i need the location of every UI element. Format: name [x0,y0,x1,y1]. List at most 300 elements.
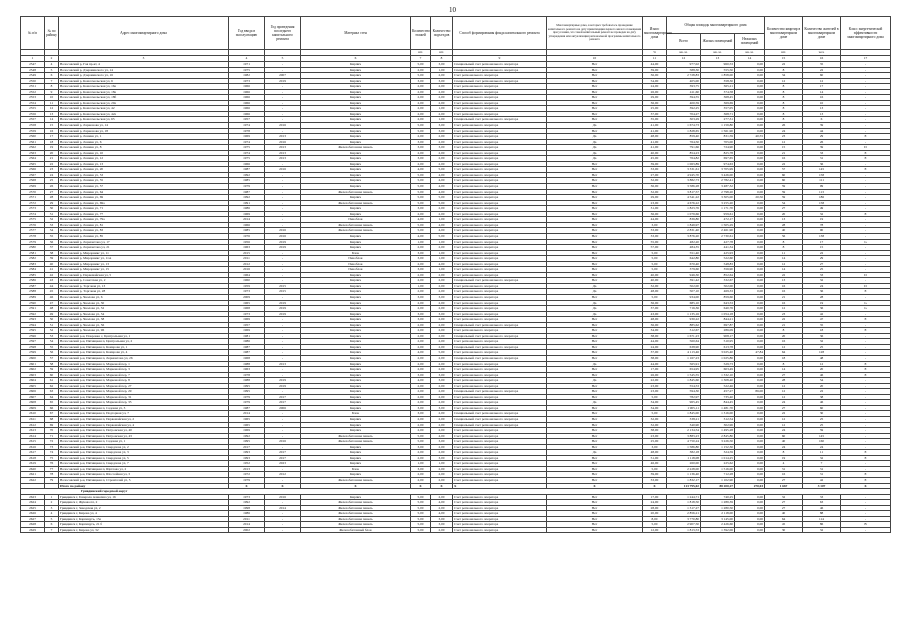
row-num-rayon: 46 [45,294,59,300]
row-num-rayon: 13 [45,111,59,117]
row-residents: 145 [803,433,841,439]
row-year-repair: - [265,444,301,450]
row-repair-needed: Нет [547,444,643,450]
row-floors: 2,00 [411,478,431,484]
row-residents: 78 [803,222,841,228]
row-entrances: 2,00 [431,527,453,533]
table-header [21,17,891,50]
row-area-nonliving: 0,00 [735,400,765,406]
row-fund-method: Счет регионального оператора [453,272,547,278]
row-area-total: 1 079,66 [667,211,701,217]
row-address: Волосовский р, Мирорникс ул, 13 [59,261,229,267]
row-repair-needed: Нет [547,228,643,234]
row-entrances: 3,00 [431,145,453,151]
row-emergency: 51,00 [643,455,667,461]
row-residents: 29 [803,134,841,140]
row-fund-method: Счет регионального оператора [453,84,547,90]
row-num-rayon: 25 [45,178,59,184]
row-energy-class: - [841,516,891,522]
row-apartments: 4 [765,461,803,467]
row-num-rayon: 10 [45,95,59,101]
row-year-repair: - [265,256,301,262]
row-floors: 2,00 [411,344,431,350]
row-year-repair: - [265,278,301,284]
row-area-living: 712,28 [701,472,735,478]
row-num: 2627 [21,516,45,522]
row-floors: 5,00 [411,73,431,79]
row-num: 2587 [21,283,45,289]
row-year-built: 1965 [229,300,265,306]
row-entrances: 1,00 [431,461,453,467]
row-num: 2570 [21,189,45,195]
row-area-living: 1 308,40 [701,378,735,384]
row-address: Волосовский р, Ленина ул, 71 [59,206,229,212]
row-repair-needed: Нет [547,367,643,373]
row-energy-class: Е [841,134,891,140]
row-floors: 5,00 [411,228,431,234]
row-area-nonliving: 0,00 [735,278,765,284]
row-year-repair: - [265,67,301,73]
row-emergency: 33,00 [643,228,667,234]
row-entrances: 2,00 [431,73,453,79]
row-address: Волосовский р-н, Пятницкая п, Комарова ул, 4 [59,350,229,356]
row-apartments: 24 [765,444,803,450]
row-emergency: 36,00 [643,211,667,217]
row-area-total: 382,18 [667,450,701,456]
row-residents: 18 [803,328,841,334]
row-area-living: 740,25 [701,494,735,500]
row-repair-needed: Нет [547,106,643,112]
row-energy-class: Е [841,289,891,295]
row-apartments: 30 [765,527,803,533]
row-apartments: 12 [765,422,803,428]
row-floors: 2,00 [411,89,431,95]
row-num-rayon: 3 [45,505,59,511]
row-emergency: 5,00 [643,250,667,256]
row-energy-class: - [841,339,891,345]
row-wall-material: Кирпич [301,67,411,73]
row-year-repair: - [265,106,301,112]
row-fund-method: Счет регионального оператора [453,317,547,323]
row-num-rayon: 65 [45,400,59,406]
row-repair-needed: Да [547,145,643,151]
row-emergency: 5,00 [643,256,667,262]
row-num-rayon: 78 [45,472,59,478]
row-residents: 128 [803,350,841,356]
row-area-living: 697,65 [701,156,735,162]
row-area-nonliving: 0,00 [735,328,765,334]
row-year-built: 1979 [229,184,265,190]
row-area-nonliving: 0,00 [735,211,765,217]
row-emergency: 32,00 [643,422,667,428]
row-energy-class: G [841,239,891,245]
row-area-living: 441,34 [701,245,735,251]
row-num-rayon: 2 [45,500,59,506]
row-area-nonliving: 0,00 [735,67,765,73]
row-num: 2568 [21,178,45,184]
row-floors: 3,00 [411,411,431,417]
row-address: Волосовский р, Ленина ул, 81 [59,222,229,228]
row-repair-needed: Нет [547,328,643,334]
row-repair-needed: Нет [547,333,643,339]
row-area-total: 4 750,24 [667,439,701,445]
row-wall-material: Кирпич [301,394,411,400]
row-area-total: 411,60 [667,89,701,95]
row-emergency: 41,00 [643,139,667,145]
row-year-repair: 2014 [265,505,301,511]
row-emergency: 48,00 [643,289,667,295]
row-residents: 99 [803,184,841,190]
row-residents: 86 [803,522,841,528]
row-year-built: X [229,483,265,489]
row-fund-method: Счет регионального оператора [453,256,547,262]
row-repair-needed: Да [547,300,643,306]
row-apartments: 16 [765,283,803,289]
row-num-rayon: 31 [45,211,59,217]
row-residents: 35 [803,322,841,328]
row-year-built: 1959 [229,283,265,289]
row-address: Гривдинск г, Кирова ул, 32 [59,527,229,533]
row-num-rayon: 23 [45,167,59,173]
row-residents: 20 [803,383,841,389]
row-fund-method: X [453,483,547,489]
row-wall-material: Кирпич [301,111,411,117]
row-emergency: 5,00 [643,466,667,472]
row-area-living: 844,45 [701,400,735,406]
row-num: 2588 [21,289,45,295]
row-energy-class: D [841,145,891,151]
row-num: 2566 [21,167,45,173]
row-fund-method: Счет регионального оператора [453,311,547,317]
row-area-total: 3 883,23 [667,433,701,439]
row-residents: 12 [803,361,841,367]
row-energy-class: - [841,422,891,428]
row-year-repair: 2019 [265,239,301,245]
row-wall-material: Блок [301,466,411,472]
row-area-nonliving: 0,00 [735,172,765,178]
row-wall-material: Кирпич [301,417,411,423]
row-num-rayon: 64 [45,394,59,400]
row-area-living: 1 152,30 [701,444,735,450]
row-area-total: 379,60 [667,267,701,273]
row-fund-method: Счет регионального оператора [453,245,547,251]
row-area-total: 260,00 [667,461,701,467]
row-year-built: 1988 [229,361,265,367]
row-num-rayon: 62 [45,383,59,389]
row-area-nonliving: 0,00 [735,78,765,84]
row-residents: 36 [803,161,841,167]
column-number-cell: 5 [265,56,301,62]
row-num: 2565 [21,161,45,167]
row-apartments: 57 [765,167,803,173]
row-area-nonliving: 0,00 [735,428,765,434]
row-year-built: 2012 [229,261,265,267]
row-residents: 138 [803,233,841,239]
row-apartments: 11 [765,250,803,256]
row-num-rayon: 58 [45,361,59,367]
row-address: Волосовский р-н, Пятницкая п, Строителей ул, 5 [59,478,229,484]
row-repair-needed: Нет [547,466,643,472]
row-entrances: 1,00 [431,267,453,273]
housing-register-table-container [20,16,886,533]
row-emergency: 5,00 [643,411,667,417]
row-year-built: 1987 [229,344,265,350]
row-apartments: 27 [765,206,803,212]
row-entrances: 2,00 [431,505,453,511]
row-wall-material: X [301,483,411,489]
row-entrances: 4,00 [431,178,453,184]
row-energy-class: - [841,139,891,145]
row-num-rayon: 55 [45,344,59,350]
row-wall-material: Кирпич [301,294,411,300]
row-repair-needed: Нет [547,84,643,90]
row-wall-material: Кирпич [301,123,411,129]
row-address: Волосовский р-н, Пятницкая п, Комарова ул, 1 [59,344,229,350]
row-fund-method: Счет регионального оператора [453,328,547,334]
row-energy-class: - [841,466,891,472]
row-address: Волосовский р, Советская ул, 2 [59,278,229,284]
row-entrances: 3,00 [431,294,453,300]
row-fund-method: Счет регионального оператора [453,339,547,345]
row-emergency: 39,00 [643,472,667,478]
row-num: 2579 [21,239,45,245]
row-num-rayon: 39 [45,256,59,262]
row-year-built: 1978 [229,128,265,134]
row-floors: 5,00 [411,178,431,184]
row-area-total: 502,00 [667,283,701,289]
row-num: 2585 [21,272,45,278]
row-apartments: 22 [765,161,803,167]
row-area-living: 3 145,00 [701,516,735,522]
row-year-built: 1963 [229,367,265,373]
row-wall-material: Блок [301,250,411,256]
row-floors: 2,00 [411,161,431,167]
row-fund-method: Счет регионального оператора [453,367,547,373]
row-residents: 158 [803,172,841,178]
row-area-total: 4 541,22 [667,195,701,201]
row-floors: 5,00 [411,200,431,206]
row-fund-method: Счет регионального оператора [453,472,547,478]
row-num-rayon: 57 [45,355,59,361]
row-repair-needed: Нет [547,206,643,212]
row-area-total: 930,22 [667,317,701,323]
row-emergency: 23,00 [643,383,667,389]
header-area-nonliving: Нежилых помещений [735,33,765,50]
row-energy-class: - [841,527,891,533]
row-year-built: 1964 [229,272,265,278]
row-fund-method: Счет регионального оператора [453,378,547,384]
row-floors: 5,00 [411,128,431,134]
row-entrances: 2,00 [431,478,453,484]
row-num: 2616 [21,444,45,450]
row-area-living: 374,58 [701,89,735,95]
row-repair-needed: Нет [547,117,643,123]
row-energy-class: - [841,350,891,356]
row-wall-material: Кирпич [301,361,411,367]
row-num: 2621 [21,472,45,478]
row-fund-method: Счет регионального оператора [453,184,547,190]
row-repair-needed: Нет [547,455,643,461]
row-floors: 3,00 [411,311,431,317]
row-year-repair: - [265,417,301,423]
row-floors: 2,00 [411,67,431,73]
row-floors: 2,00 [411,245,431,251]
row-repair-needed: Нет [547,211,643,217]
row-area-living: 1 495,28 [701,428,735,434]
row-emergency: 46,00 [643,461,667,467]
row-residents: 7 [803,461,841,467]
row-area-living: 1 561,90 [701,128,735,134]
row-num: 2547 [21,62,45,68]
row-repair-needed: Нет [547,417,643,423]
row-apartments: 27 [765,500,803,506]
row-address: Волосовский р-н, Пятницкая п, Свердлова ул, 2 [59,444,229,450]
row-wall-material: Кирпич [301,494,411,500]
row-address: Волосовский р, Первомайская ул, 5 [59,272,229,278]
row-address: Волосовский р-н, Пятницкая п, Марковой пер, 31 [59,394,229,400]
row-num-rayon: 5 [45,67,59,73]
row-num: 2569 [21,184,45,190]
row-residents: 36 [803,306,841,312]
row-energy-class: - [841,444,891,450]
row-fund-method: Счет регионального оператора [453,217,547,223]
row-year-repair: 2013 [265,134,301,140]
row-apartments: 8 [765,361,803,367]
row-wall-material: Кирпич [301,211,411,217]
row-energy-class: - [841,433,891,439]
row-wall-material: Кирпич [301,322,411,328]
row-area-living: 974,63 [701,161,735,167]
row-floors: 5,00 [411,184,431,190]
row-repair-needed: Нет [547,516,643,522]
row-num-rayon: 24 [45,172,59,178]
row-fund-method: Счет регионального оператора [453,439,547,445]
row-repair-needed: Да [547,306,643,312]
row-year-repair: - [265,161,301,167]
row-area-nonliving: 0,00 [735,145,765,151]
row-residents: 32 [803,339,841,345]
row-repair-needed: Нет [547,344,643,350]
row-apartments: 8 [765,450,803,456]
row-year-repair: 2012 [265,472,301,478]
row-area-total: 3 770,80 [667,516,701,522]
row-energy-class: Е [841,455,891,461]
row-fund-method: Счет регионального оператора [453,300,547,306]
row-address: Волосовский р, Гая пр-кт, 4 [59,62,229,68]
row-entrances: 3,00 [431,378,453,384]
row-year-built: 1969 [229,211,265,217]
row-floors: 1,00 [411,239,431,245]
row-entrances: 2,00 [431,156,453,162]
row-num: 2617 [21,450,45,456]
row-num-rayon: 28 [45,195,59,201]
row-entrances: 2,00 [431,322,453,328]
row-year-repair: - [265,422,301,428]
row-year-built: 2011 [229,256,265,262]
row-area-total: 3 331,61 [667,167,701,173]
row-year-repair: - [265,522,301,528]
row-entrances: 2,00 [431,150,453,156]
row-fund-method: Счет регионального оператора [453,89,547,95]
row-num-rayon: 50 [45,317,59,323]
row-floors: 3,00 [411,145,431,151]
row-residents: 31 [803,156,841,162]
row-emergency: 40,00 [643,150,667,156]
row-apartments: 27 [765,372,803,378]
row-emergency: 39,00 [643,161,667,167]
row-year-built: 1982 [229,73,265,79]
row-residents: 19 [803,217,841,223]
row-entrances: 2,00 [431,300,453,306]
row-apartments: 60 [765,178,803,184]
row-apartments: 8 [765,239,803,245]
row-year-built: 1965 [229,422,265,428]
row-energy-class: - [841,411,891,417]
row-area-total: 1 671,23 [667,333,701,339]
row-year-repair: 2019 [265,78,301,84]
row-num: 2629 [21,527,45,533]
row-area-living: 3 226,50 [701,439,735,445]
row-area-total: 2 856,21 [667,511,701,517]
row-area-total: 1 823,76 [667,206,701,212]
row-year-built: 2009 [229,294,265,300]
row-area-living: 1 316,00 [701,411,735,417]
row-area-living: 1 505,29 [701,222,735,228]
row-entrances: 2,00 [431,389,453,395]
row-area-living: 3 705,99 [701,167,735,173]
row-residents: 27 [803,261,841,267]
row-address: Волосовский р, Чкалова ул, 6 [59,294,229,300]
row-floors: 3,00 [411,78,431,84]
row-emergency: 24,00 [643,84,667,90]
row-year-built: 2015 [229,250,265,256]
row-emergency: 5,00 [643,294,667,300]
row-address: Волосовский р, Ленина ул, 69а [59,200,229,206]
header-repair-needed: Многоквартирные дома, в которых требовалось проведение капитального ремонта на дату приватизации первого жилого помещения при условии, что такой капитальный ремонт не проведен на дату утверждения или актуализации региональной программы капитального ремонта [547,17,643,50]
row-wall-material: Железобетонная панель [301,222,411,228]
row-apartments: 12 [765,344,803,350]
row-address: Волосовский р-н, Пятницкая п, Петровская ул, 43 [59,433,229,439]
row-fund-method: Счет регионального оператора [453,361,547,367]
row-year-repair: - [265,84,301,90]
row-wall-material: Железобетонная панель [301,478,411,484]
row-year-repair: - [265,372,301,378]
row-apartments: 15 [765,145,803,151]
row-num: 2624 [21,500,45,506]
row-apartments: 27 [765,478,803,484]
row-apartments: 18 [765,355,803,361]
row-wall-material: Кирпич [301,355,411,361]
row-address: Волосовский р, Ленина ул, 69 [59,195,229,201]
row-floors: 2,00 [411,383,431,389]
row-residents: 25 [803,267,841,273]
row-area-total: 560,64 [667,339,701,345]
row-address: Волосовский р-н, Пятницкая п, Первомайская ул, 2 [59,417,229,423]
row-repair-needed: Нет [547,267,643,273]
row-emergency: 44,00 [643,361,667,367]
row-address: Волосовский р-н, Пятницкая п, Щеглова ул, 2 [59,466,229,472]
row-entrances: 4,00 [431,184,453,190]
row-residents: 25 [803,417,841,423]
row-num: 2584 [21,267,45,273]
row-area-nonliving: 0,00 [735,383,765,389]
row-fund-method: Счет регионального оператора [453,206,547,212]
row-repair-needed: Нет [547,95,643,101]
column-number-cell: 13 [701,56,735,62]
row-address: Волосовский р-н, Пятницкая п, Первомайская ул, 4 [59,422,229,428]
row-num-rayon: 32 [45,217,59,223]
row-repair-needed: Да [547,361,643,367]
